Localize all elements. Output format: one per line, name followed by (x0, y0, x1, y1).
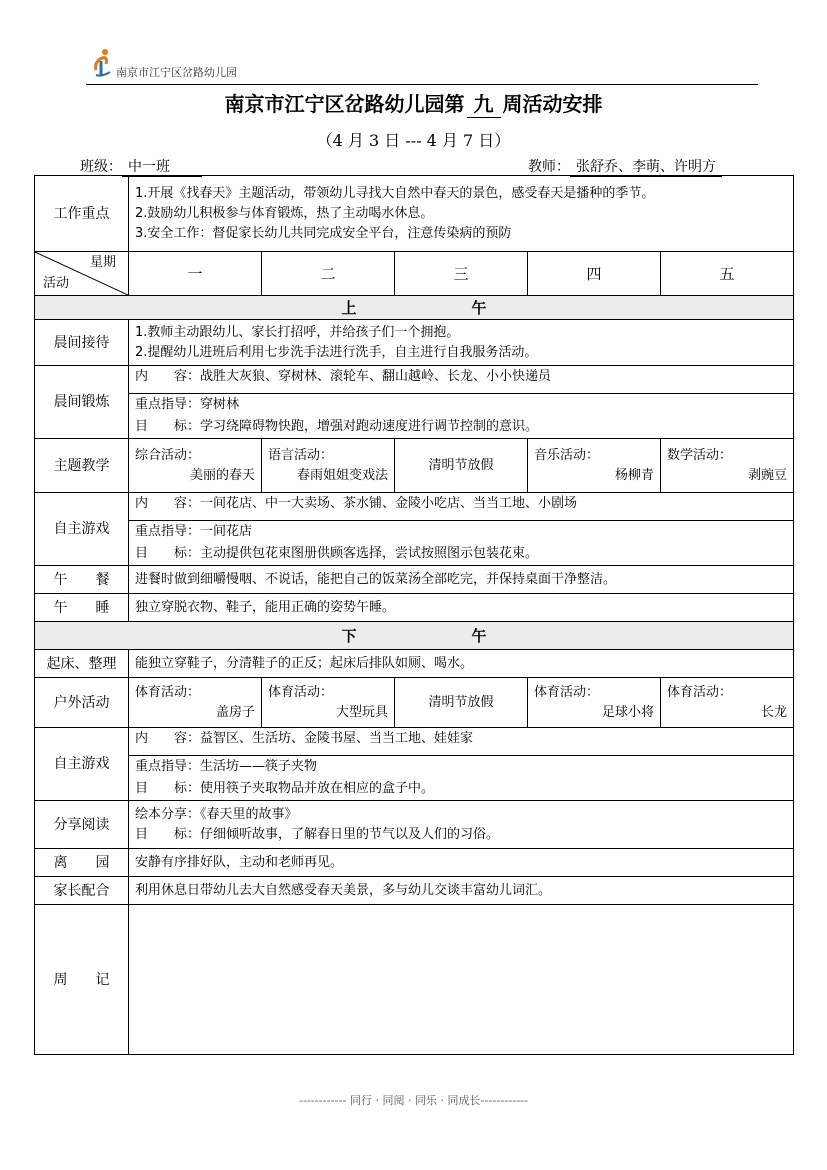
activity-title: 盖房子 (215, 704, 255, 720)
activity-type: 体育活动： (534, 684, 600, 700)
leave-label: 离 园 (35, 849, 129, 877)
reading-row (35, 801, 794, 849)
work-focus-line: 1.开展《找春天》主题活动，带领幼儿寻找大自然中春天的景色，感受春天是播种的季节。 (135, 185, 655, 201)
morning-char-a: 上 (341, 298, 357, 317)
free-play-goal: 目 标：主动提供包花束图册供顾客选择，尝试按照图示包装花束。 (135, 546, 539, 561)
morning-exercise-label: 晨间锻炼 (35, 366, 129, 439)
exercise-goal: 目 标：学习绕障碍物快跑，增强对跑动速度进行调节控制的意识。 (135, 419, 539, 434)
nap-text: 独立穿脱衣物、鞋子，能用正确的姿势午睡。 (129, 594, 794, 622)
leave-row (35, 849, 794, 877)
afternoon-section-row (35, 622, 794, 650)
theme-teaching-label: 主题教学 (35, 439, 129, 493)
exercise-content: 内 容：战胜大灰狼、穿树林、滚轮车、翻山越岭、长龙、小小快递员 (129, 366, 793, 394)
theme-cell-monday (129, 439, 262, 493)
morning-char-b: 午 (471, 298, 487, 317)
outdoor-row (35, 678, 794, 728)
work-focus-line: 3.安全工作：督促家长幼儿共同完成安全平台，注意传染病的预防 (135, 225, 512, 241)
activity-title: 春雨姐姐变戏法 (296, 467, 388, 483)
reading-label: 分享阅读 (35, 801, 129, 849)
work-focus-content (129, 176, 794, 252)
teacher-value: 张舒乔、李萌、许明方 (570, 156, 722, 177)
morning-reception-label: 晨间接待 (35, 320, 129, 366)
class-label: 班级： (80, 159, 122, 175)
wake-up-row (35, 650, 794, 678)
morning-exercise-content (129, 366, 794, 439)
theme-cell-wednesday (395, 439, 528, 493)
outdoor-cell-monday (129, 678, 262, 728)
outdoor-cell-wednesday (395, 678, 528, 728)
outdoor-cell-tuesday (262, 678, 395, 728)
theme-teaching-row (35, 439, 794, 493)
reception-line: 1.教师主动跟幼儿、家长打招呼，并给孩子们一个拥抱。 (135, 324, 460, 340)
activity-type: 语言活动： (268, 447, 334, 463)
outdoor-cell-thursday (528, 678, 661, 728)
activity-type: 综合活动： (135, 447, 201, 463)
class-value: 中一班 (122, 156, 202, 177)
page-footer: ------------ 同行 · 同阅 · 同乐 · 同成长------------ (298, 1094, 529, 1107)
work-focus-label: 工作重点 (35, 176, 129, 252)
free-play-pm-content (129, 728, 794, 801)
day-tuesday: 二 (262, 252, 395, 296)
morning-reception-content (129, 320, 794, 366)
activity-type: 体育活动： (135, 684, 201, 700)
reception-line: 2.提醒幼儿进班后利用七步洗手法进行洗手，自主进行自我服务活动。 (135, 344, 538, 360)
parents-text: 利用休息日带幼儿去大自然感受春天美景，多与幼儿交谈丰富幼儿词汇。 (129, 877, 794, 905)
activity-title: 清明节放假 (428, 457, 494, 473)
afternoon-char-b: 午 (471, 626, 487, 645)
activity-title: 美丽的春天 (189, 467, 255, 483)
free-play-guide: 重点指导：生活坊——筷子夹物 (135, 759, 318, 774)
free-play-goal: 目 标：使用筷子夹取物品并放在相应的盒子中。 (135, 781, 435, 796)
outdoor-cell-friday (661, 678, 794, 728)
parents-row (35, 877, 794, 905)
theme-cell-tuesday (262, 439, 395, 493)
lunch-text: 进餐时做到细嚼慢咽、不说话，能把自己的饭菜汤全部吃完，并保持桌面干净整洁。 (129, 566, 794, 594)
free-play-pm-label: 自主游戏 (35, 728, 129, 801)
day-monday: 一 (129, 252, 262, 296)
work-focus-row (35, 176, 794, 252)
kindergarten-logo-icon (92, 48, 114, 78)
theme-cell-friday (661, 439, 794, 493)
free-play-content: 内 容：益智区、生活坊、金陵书屋、当当工地、娃娃家 (129, 728, 793, 756)
morning-section-header (35, 296, 794, 320)
corner-activity-label: 活动 (43, 276, 70, 291)
exercise-guide: 重点指导：穿树林 (135, 397, 240, 412)
date-range: （4 月 3 日 --- 4 月 7 日） (316, 131, 511, 150)
class-info (80, 156, 202, 177)
free-play-guide: 重点指导：一间花店 (135, 524, 253, 539)
free-play-content: 内 容：一间花店、中一大卖场、茶水铺、金陵小吃店、当当工地、小剧场 (129, 493, 793, 521)
activity-title: 剥豌豆 (748, 467, 788, 483)
work-focus-line: 2.鼓励幼儿积极参与体育锻炼，热了主动喝水休息。 (135, 205, 434, 221)
teacher-info (528, 156, 722, 177)
corner-weekday-label: 星期 (89, 255, 116, 270)
weekly-notes-content[interactable] (129, 905, 794, 1055)
title-week-number: 九 (467, 88, 501, 118)
title-prefix: 南京市江宁区岔路幼儿园第 (224, 92, 465, 116)
free-play-am-row (35, 493, 794, 566)
weekly-notes-row (35, 905, 794, 1055)
lunch-label: 午 餐 (35, 566, 129, 594)
wake-up-text: 能独立穿鞋子，分清鞋子的正反；起床后排队如厕、喝水。 (129, 650, 794, 678)
activity-type: 体育活动： (667, 684, 733, 700)
outdoor-label: 户外活动 (35, 678, 129, 728)
wake-up-label: 起床、整理 (35, 650, 129, 678)
activity-title: 杨柳青 (614, 467, 654, 483)
day-thursday: 四 (528, 252, 661, 296)
free-play-am-content (129, 493, 794, 566)
activity-type: 体育活动： (268, 684, 334, 700)
activity-title: 足球小将 (601, 704, 654, 720)
activity-title: 大型玩具 (335, 704, 388, 720)
nap-label: 午 睡 (35, 594, 129, 622)
week-corner-cell (35, 252, 129, 296)
parents-label: 家长配合 (35, 877, 129, 905)
weekly-notes-label: 周 记 (35, 905, 129, 1055)
afternoon-char-a: 下 (341, 626, 357, 645)
morning-exercise-row (35, 366, 794, 439)
lunch-row (35, 566, 794, 594)
week-header-row (35, 252, 794, 296)
free-play-pm-row (35, 728, 794, 801)
title-suffix: 周活动安排 (502, 92, 603, 116)
free-play-am-label: 自主游戏 (35, 493, 129, 566)
activity-type: 音乐活动： (534, 447, 600, 463)
page-header (86, 46, 758, 85)
afternoon-section-header (35, 622, 794, 650)
activity-type: 数学活动： (667, 447, 733, 463)
logo-text: 南京市江宁区岔路幼儿园 (116, 66, 237, 79)
activity-title: 长龙 (761, 704, 788, 720)
nap-row (35, 594, 794, 622)
morning-section-row (35, 296, 794, 320)
weekly-schedule-table (34, 175, 794, 1055)
page-title (0, 88, 827, 118)
reading-content (129, 801, 794, 849)
day-wednesday: 三 (395, 252, 528, 296)
teacher-label: 教师： (528, 159, 570, 175)
reading-goal: 目 标：仔细倾听故事，了解春日里的节气以及人们的习俗。 (135, 826, 500, 842)
theme-cell-thursday (528, 439, 661, 493)
reading-book: 绘本分享：《春天里的故事》 (135, 806, 298, 822)
morning-reception-row (35, 320, 794, 366)
day-friday: 五 (661, 252, 794, 296)
activity-title: 清明节放假 (428, 694, 494, 710)
leave-text: 安静有序排好队，主动和老师再见。 (129, 849, 794, 877)
